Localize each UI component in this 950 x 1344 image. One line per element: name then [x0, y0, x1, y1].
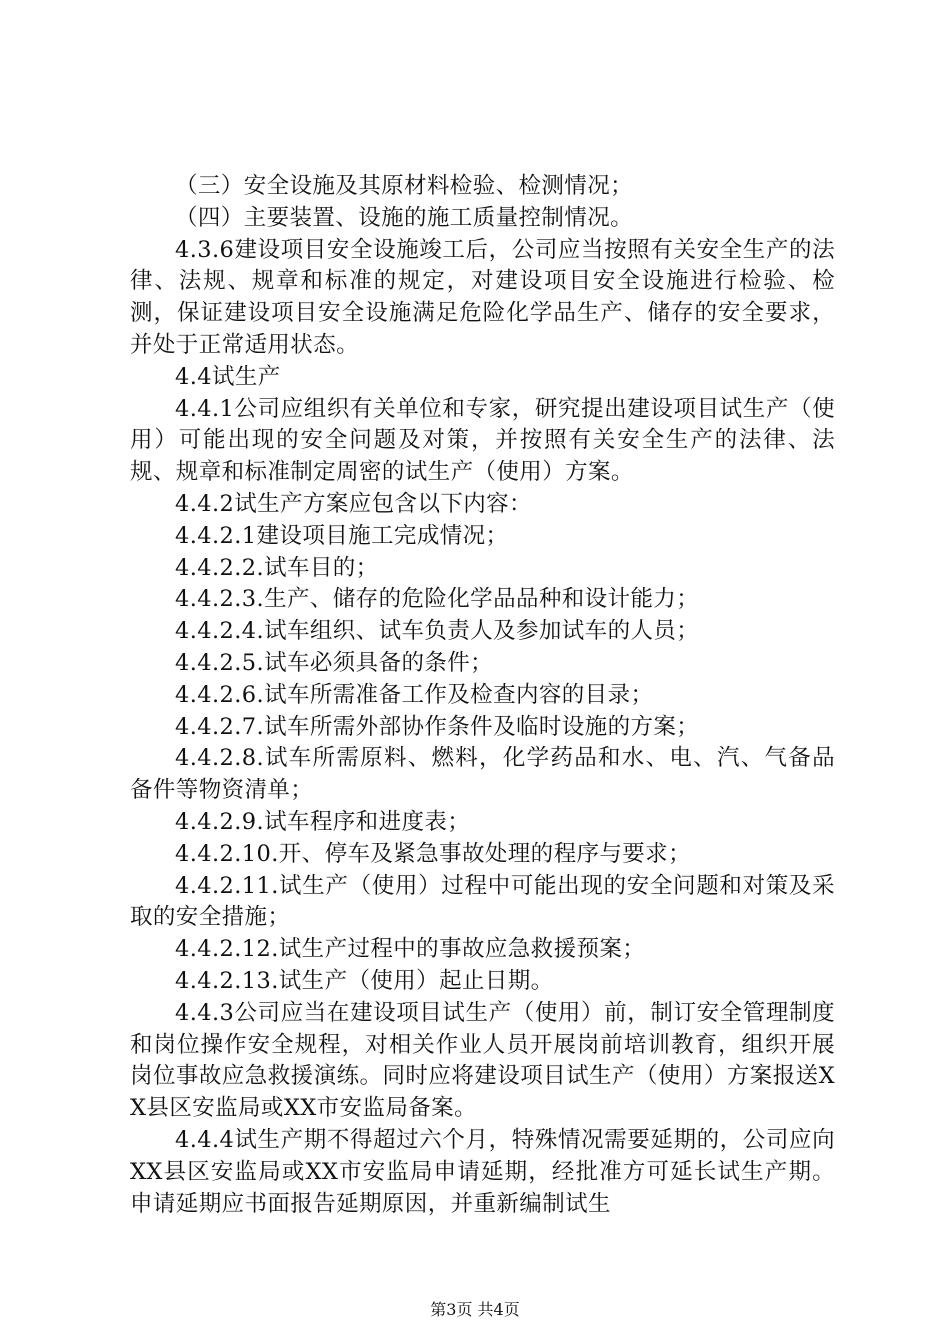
list-item: 4.4.2.9.试车程序和进度表；	[175, 808, 471, 835]
paragraph: 4.3.6建设项目安全设施竣工后，公司应当按照有关安全生产的法律、法规、规章和标准的规定，对建设项目安全设施进行检验、检测，保证建设项目安全设施满足危险化学品生产、储存的安全要求，并处于正常适用状态。	[130, 236, 835, 358]
paragraph: （三）安全设施及其原材料检验、检测情况；	[175, 173, 634, 199]
list-item: 4.4.2.7.试车所需外部协作条件及临时设施的方案；	[175, 713, 700, 740]
list-item: 4.4.2.13.试生产（使用）起止日期。	[175, 967, 554, 994]
list-item: 4.4.2.10.开、停车及紧急事故处理的程序与要求；	[175, 840, 691, 867]
paragraph: 4.4.2试生产方案应包含以下内容：	[175, 490, 532, 517]
page-number-footer: 第3页 共4页	[430, 1300, 520, 1319]
list-item: 4.4.2.4.试车组织、试车负责人及参加试车的人员；	[175, 618, 700, 645]
document-body	[130, 171, 835, 1220]
list-item: 4.4.2.11.试生产（使用）过程中可能出现的安全问题和对策及采取的安全措施；	[130, 872, 835, 931]
list-item: 4.4.2.5.试车必须具备的条件；	[175, 649, 494, 676]
list-item: 4.4.2.6.试车所需准备工作及检查内容的目录；	[175, 681, 654, 708]
paragraph: 4.4.3公司应当在建设项目试生产（使用）前，制订安全管理制度和岗位操作安全规程，对相关作业人员开展岗前培训教育，组织开展岗位事故应急救援演练。同时应将建设项目试生产（使用）方案报送XX县区安监局或XX市安监局备案。	[130, 999, 835, 1122]
list-item: 4.4.2.2.试车目的；	[175, 554, 379, 581]
list-item: 4.4.2.3.生产、储存的危险化学品品种和设计能力；	[175, 586, 700, 613]
list-item: 4.4.2.12.试生产过程中的事故应急救援预案；	[175, 936, 646, 963]
paragraph: 4.4.4试生产期不得超过六个月，特殊情况需要延期的，公司应向XX县区安监局或XX市安监局申请延期，经批准方可延长试生产期。申请延期应书面报告延期原因，并重新编制试生	[130, 1126, 835, 1217]
paragraph: 4.4.1公司应组织有关单位和专家，研究提出建设项目试生产（使用）可能出现的安全问题及对策，并按照有关安全生产的法律、法规、规章和标准制定周密的试生产（使用）方案。	[130, 395, 835, 486]
paragraph: （四）主要装置、设施的施工质量控制情况。	[175, 204, 634, 231]
list-item: 4.4.2.1建设项目施工完成情况；	[175, 522, 509, 549]
section-heading: 4.4试生产	[175, 363, 281, 390]
list-item: 4.4.2.8.试车所需原料、燃料，化学药品和水、电、汽、气备品备件等物资清单；	[130, 745, 835, 804]
